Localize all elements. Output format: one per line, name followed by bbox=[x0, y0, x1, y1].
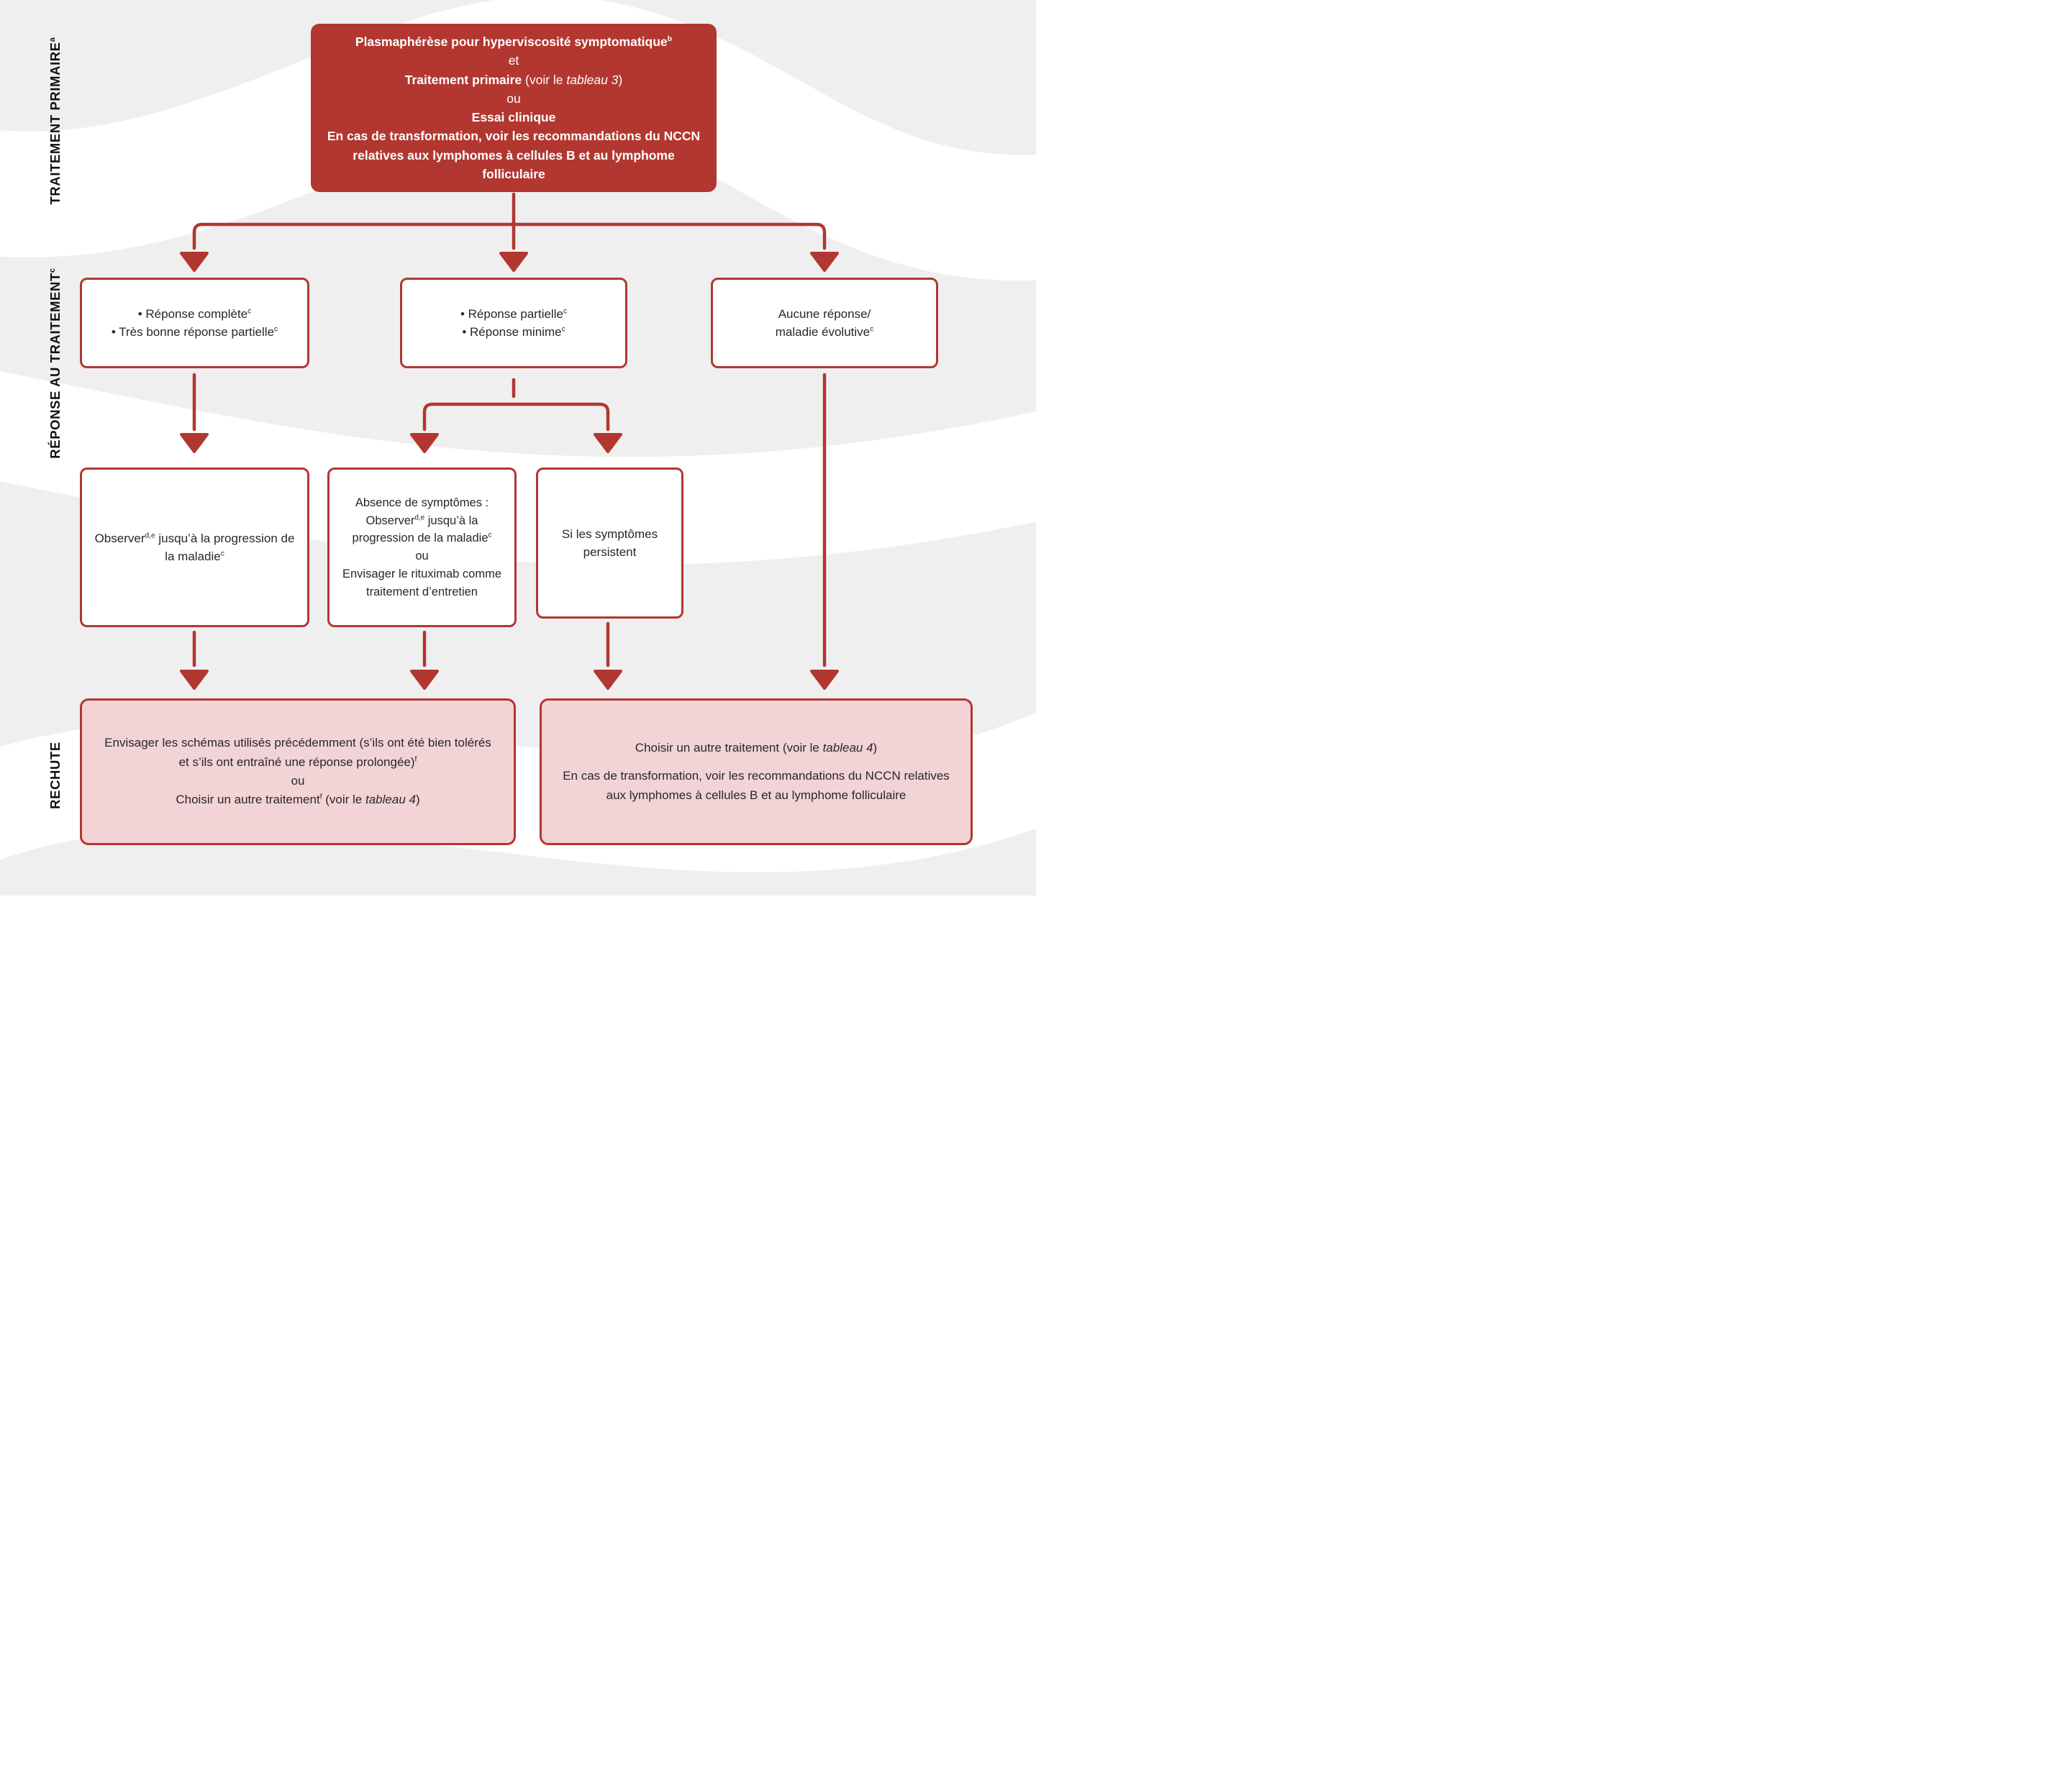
node-response-complete: • Réponse complète$^c$ • Très bonne réponse partielle$^c$ bbox=[80, 278, 309, 368]
row-label-reponse-au-traitement: RÉPONSE AU TRAITEMENT$^c$ bbox=[47, 268, 63, 459]
row-label-traitement-primaire: TRAITEMENT PRIMAIRE$^a$ bbox=[47, 37, 63, 205]
node-relapse-prior-regimens: Envisager les schémas utilisés précédemment (s’ils ont été bien tolérés et s’ils ont entraîné une réponse prolongée)$^f$ ou Choisir un autre traitement$^f$ (voir le tableau 4) bbox=[80, 698, 516, 845]
flowchart-canvas bbox=[0, 0, 1036, 896]
node-primary-treatment: Plasmaphérèse pour hyperviscosité symptomatique$^b$ et Traitement primaire (voir le tableau 3) ou Essai clinique En cas de transformation, voir les recommandations du NCCN relatives aux lymphomes à cellules B et au lymphome folliculaire bbox=[311, 24, 717, 192]
node-observe: Observer$^{d,e}$ jusqu’à la progression de la maladie$^c$ bbox=[80, 468, 309, 627]
node-no-symptoms: Absence de symptômes : Observer$^{d,e}$ jusqu’à la progression de la maladie$^c$ ou Envisager le rituximab comme traitement d’entretien bbox=[327, 468, 517, 627]
node-response-none: Aucune réponse/ maladie évolutive$^c$ bbox=[711, 278, 938, 368]
node-relapse-other-treatment: Choisir un autre traitement (voir le tableau 4) En cas de transformation, voir les recommandations du NCCN relatives aux lymphomes à cellules B et au lymphome folliculaire bbox=[540, 698, 973, 845]
node-response-partial: • Réponse partielle$^c$ • Réponse minime$^c$ bbox=[400, 278, 627, 368]
row-label-rechute: RECHUTE bbox=[47, 742, 63, 809]
node-symptoms-persist: Si les symptômes persistent bbox=[536, 468, 683, 619]
